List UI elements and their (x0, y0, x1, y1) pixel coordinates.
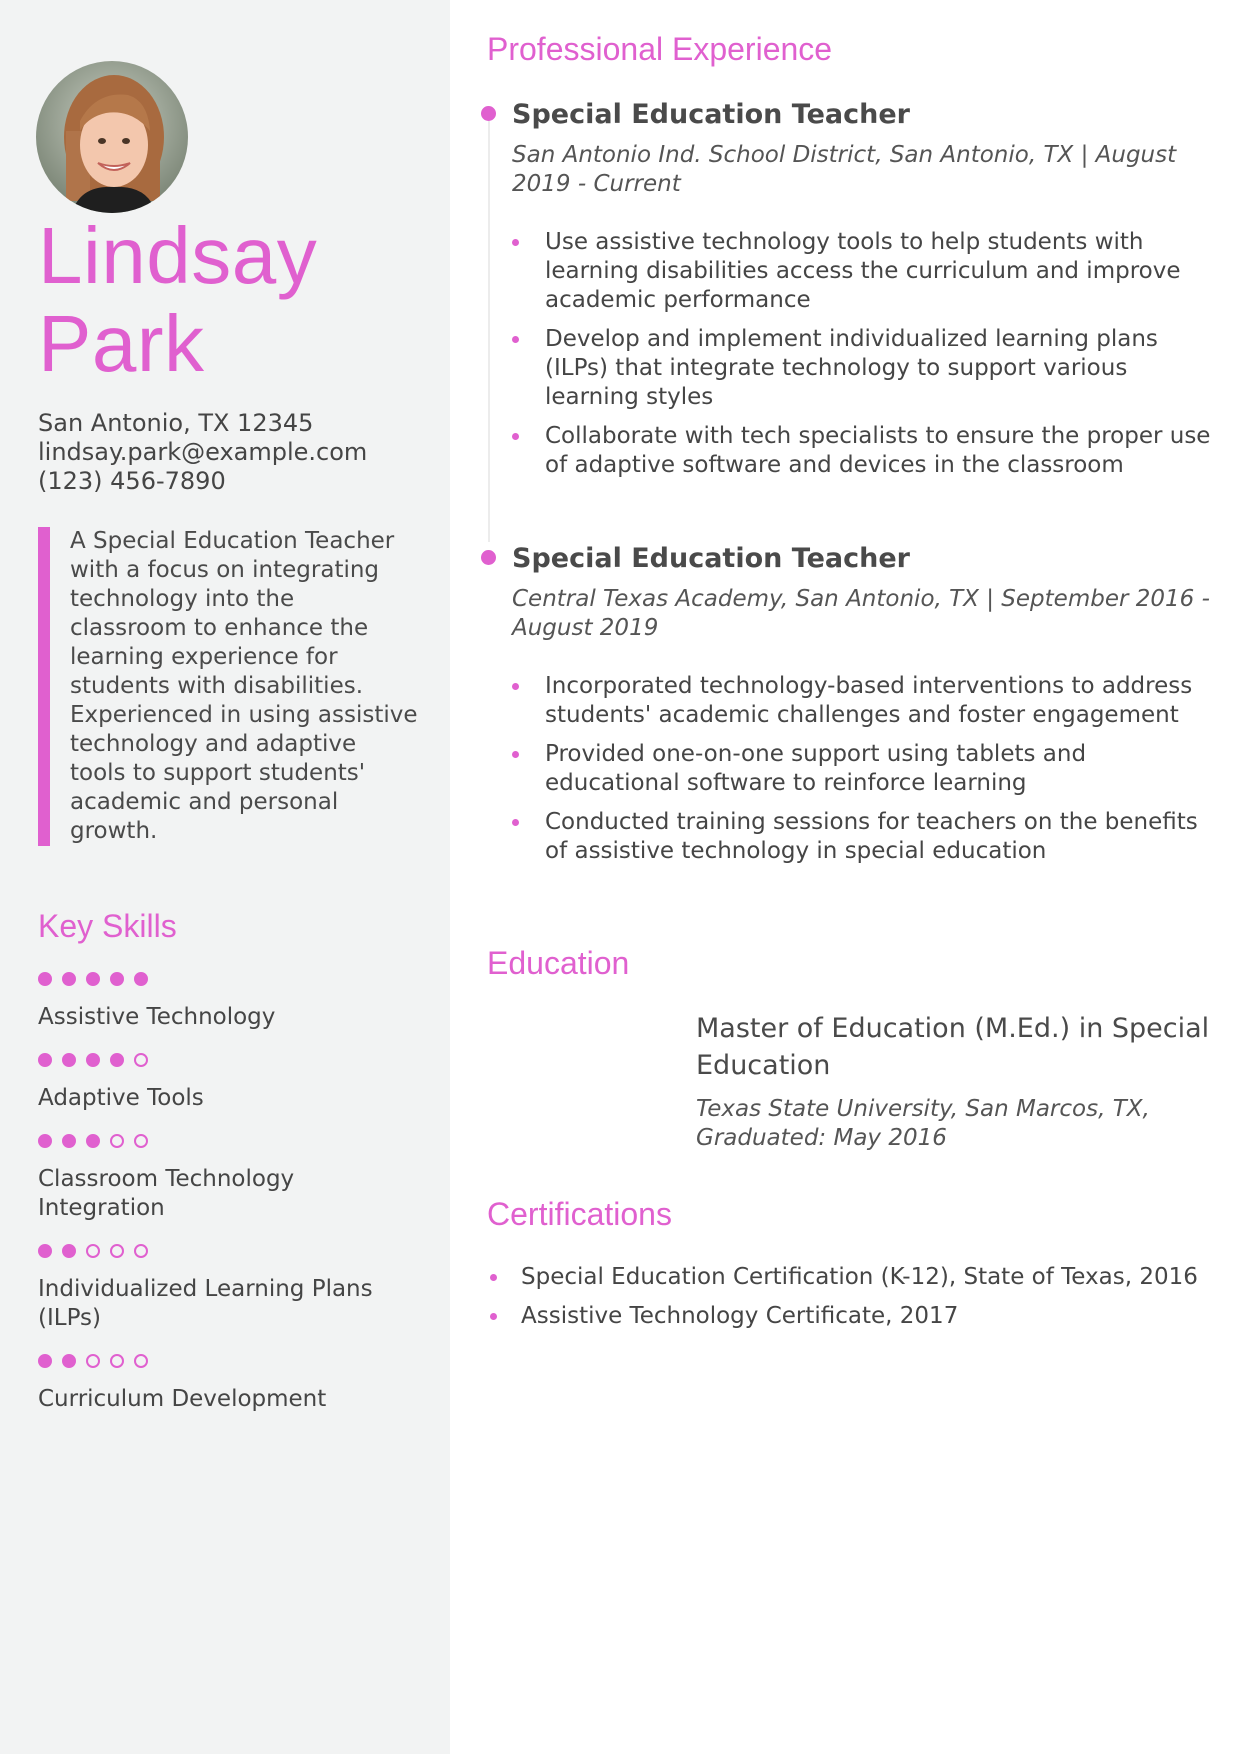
timeline-dot-icon (481, 550, 496, 565)
degree-title: Master of Education (M.Ed.) in Special Education (696, 1013, 1210, 1081)
filled-dot-icon (110, 1053, 124, 1067)
skills-heading: Key Skills (38, 908, 177, 944)
skill-rating (38, 1352, 428, 1370)
filled-dot-icon (86, 1134, 100, 1148)
timeline-dot-icon (481, 106, 496, 121)
job-title: Special Education Teacher (512, 99, 910, 130)
filled-dot-icon (86, 972, 100, 986)
filled-dot-icon (62, 972, 76, 986)
portrait-photo-icon (36, 61, 188, 213)
contact-email: lindsay.park@example.com (38, 438, 368, 466)
filled-dot-icon (110, 972, 124, 986)
filled-dot-icon (38, 1354, 52, 1368)
skill-item (38, 1132, 428, 1223)
education-entry (696, 1010, 1216, 1153)
job-bullets (478, 672, 1213, 866)
skill-name: Classroom Technology Integration (38, 1166, 295, 1221)
skill-rating (38, 970, 428, 988)
education-heading: Education (487, 945, 630, 981)
skill-item (38, 1051, 428, 1113)
job-title: Special Education Teacher (512, 543, 910, 574)
candidate-name (38, 212, 317, 388)
filled-dot-icon (38, 1244, 52, 1258)
first-name: Lindsay (38, 211, 318, 300)
filled-dot-icon (38, 972, 52, 986)
skill-rating (38, 1051, 428, 1069)
empty-dot-icon (134, 1354, 148, 1368)
skill-item (38, 970, 428, 1032)
empty-dot-icon (110, 1354, 124, 1368)
skills-list (38, 970, 428, 1433)
certification-item: Special Education Certification (K-12), State of Texas, 2016 (521, 1263, 1239, 1292)
skill-item (38, 1242, 428, 1333)
filled-dot-icon (86, 1053, 100, 1067)
filled-dot-icon (134, 972, 148, 986)
filled-dot-icon (62, 1354, 76, 1368)
job-bullet: Provided one-on-one support using tablets and educational software to reinforce learning (545, 740, 1213, 798)
experience-heading: Professional Experience (487, 31, 833, 67)
certification-item: Assistive Technology Certificate, 2017 (521, 1302, 1239, 1331)
profile-photo (36, 61, 188, 213)
job-meta: Central Texas Academy, San Antonio, TX | September 2016 - August 2019 (512, 586, 1210, 641)
job-header (478, 98, 1213, 132)
last-name: Park (38, 299, 205, 388)
filled-dot-icon (62, 1244, 76, 1258)
empty-dot-icon (86, 1244, 100, 1258)
filled-dot-icon (62, 1053, 76, 1067)
skill-name: Individualized Learning Plans (ILPs) (38, 1276, 373, 1331)
certifications-list (487, 1263, 1239, 1341)
skill-name: Assistive Technology (38, 1004, 276, 1030)
empty-dot-icon (86, 1354, 100, 1368)
job-entry (478, 542, 1213, 876)
job-bullet: Collaborate with tech specialists to ensure the proper use of adaptive software and devices in the classroom (545, 422, 1213, 480)
job-bullet: Use assistive technology tools to help students with learning disabilities access the curriculum and improve academic performance (545, 228, 1213, 315)
contact-phone: (123) 456-7890 (38, 467, 226, 495)
filled-dot-icon (38, 1053, 52, 1067)
contact-block (38, 409, 367, 496)
skill-item (38, 1352, 428, 1414)
job-bullet: Conducted training sessions for teachers on the benefits of assistive technology in special education (545, 808, 1213, 866)
filled-dot-icon (38, 1134, 52, 1148)
job-bullet: Develop and implement individualized learning plans (ILPs) that integrate technology to support various learning styles (545, 325, 1213, 412)
certifications-heading: Certifications (487, 1196, 672, 1232)
skill-rating (38, 1132, 428, 1150)
profile-summary: A Special Education Teacher with a focus on integrating technology into the classroom to enhance the learning experience for students with disabilities. Experienced in using assistive technology and adaptive tools to support students' academic and personal growth. (38, 527, 418, 846)
empty-dot-icon (110, 1244, 124, 1258)
filled-dot-icon (62, 1134, 76, 1148)
skill-name: Adaptive Tools (38, 1085, 204, 1111)
empty-dot-icon (134, 1244, 148, 1258)
empty-dot-icon (134, 1053, 148, 1067)
skill-name: Curriculum Development (38, 1386, 327, 1412)
job-bullet: Incorporated technology-based interventions to address students' academic challenges and foster engagement (545, 672, 1213, 730)
job-entry (478, 98, 1213, 490)
job-header (478, 542, 1213, 576)
skill-rating (38, 1242, 428, 1260)
empty-dot-icon (110, 1134, 124, 1148)
contact-address: San Antonio, TX 12345 (38, 409, 314, 437)
job-meta: San Antonio Ind. School District, San Antonio, TX | August 2019 - Current (512, 142, 1177, 197)
job-bullets (478, 228, 1213, 480)
school-info: Texas State University, San Marcos, TX, Graduated: May 2016 (696, 1096, 1150, 1151)
empty-dot-icon (134, 1134, 148, 1148)
